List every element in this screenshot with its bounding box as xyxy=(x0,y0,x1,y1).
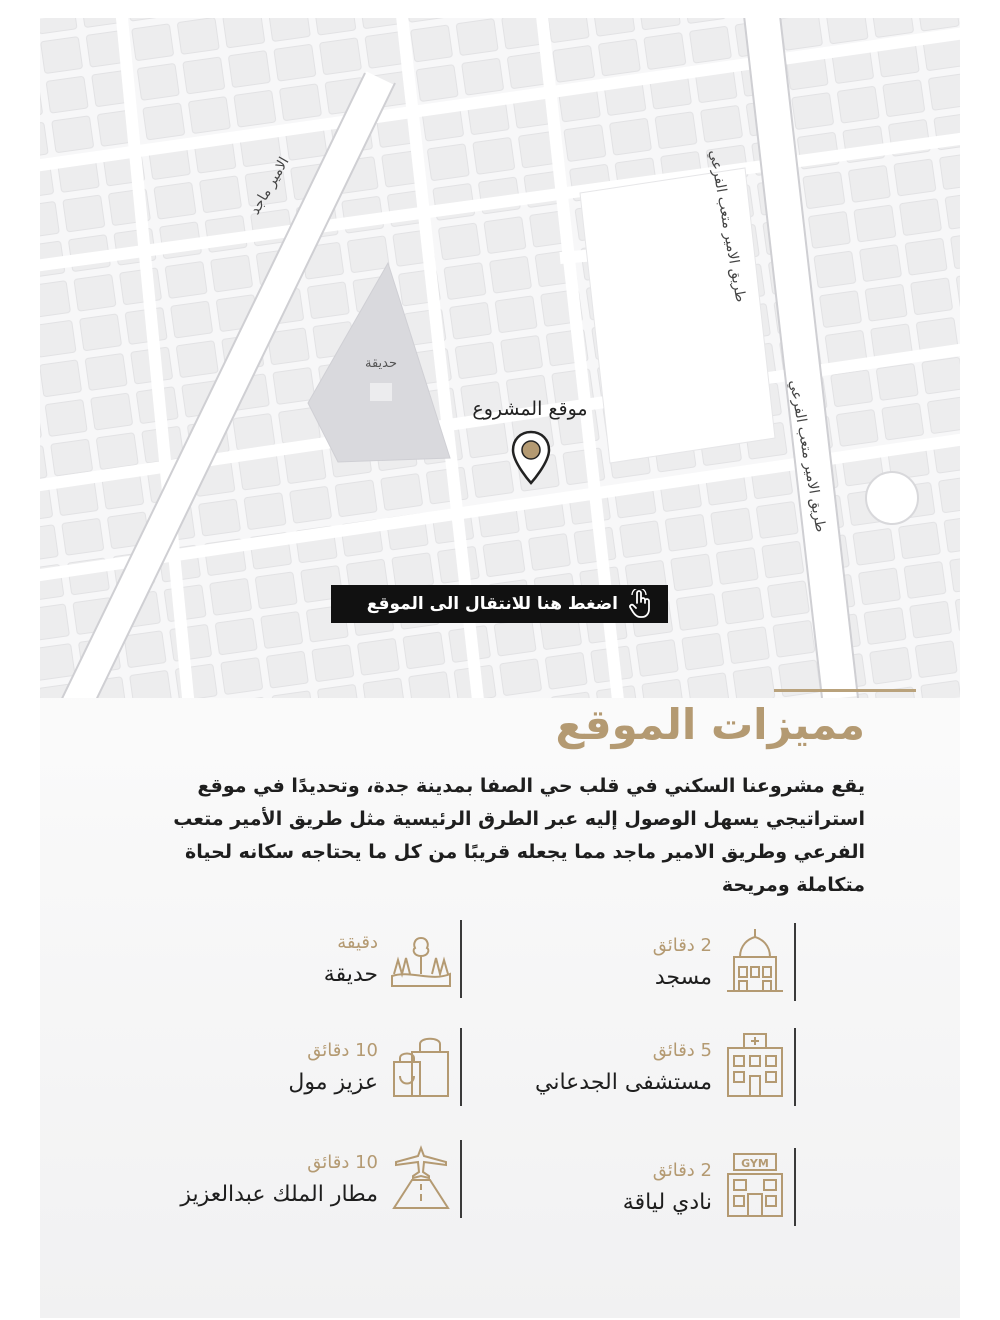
navigate-to-location-button[interactable] xyxy=(331,585,668,623)
feature-time: 2 دقائق xyxy=(652,935,712,956)
feature-gym xyxy=(580,1148,796,1226)
gym-icon xyxy=(724,1152,786,1218)
feature-divider xyxy=(460,920,462,998)
feature-name: نادي لياقة xyxy=(622,1190,712,1215)
svg-text:GYM: GYM xyxy=(741,1157,769,1170)
navigate-button-label: اضغط هنا للانتقال الى الموقع xyxy=(366,594,618,614)
mosque-icon xyxy=(724,927,786,993)
hospital-icon xyxy=(724,1032,786,1098)
title-accent-line xyxy=(774,689,916,692)
brochure-page xyxy=(40,18,960,1318)
feature-time: 10 دقائق xyxy=(307,1152,378,1173)
feature-park xyxy=(300,920,462,998)
feature-time: 5 دقائق xyxy=(652,1040,712,1061)
hand-pointer-icon xyxy=(628,589,654,619)
feature-hospital xyxy=(500,1028,796,1106)
road-label-prince-miteb-top: طريق الامير متعب الفرعي xyxy=(705,148,749,304)
location-pin-icon[interactable] xyxy=(510,430,552,486)
feature-divider xyxy=(460,1028,462,1106)
project-location-label: موقع المشروع xyxy=(472,398,588,420)
feature-name: مطار الملك عبدالعزيز xyxy=(180,1182,378,1207)
section-title: مميزات الموقع xyxy=(555,700,865,749)
feature-mall xyxy=(240,1028,462,1106)
feature-time: 10 دقائق xyxy=(307,1040,378,1061)
feature-divider xyxy=(794,923,796,1001)
feature-name: حديقة xyxy=(323,962,378,987)
feature-mosque xyxy=(620,923,796,1001)
feature-airport xyxy=(160,1140,462,1218)
feature-time: دقيقة xyxy=(337,932,378,953)
feature-time: 2 دقائق xyxy=(652,1160,712,1181)
feature-name: مسجد xyxy=(654,965,712,990)
airport-runway-icon xyxy=(390,1144,452,1210)
feature-name: مستشفى الجدعاني xyxy=(535,1070,712,1095)
road-label-prince-majed: الامير ماجد xyxy=(246,154,293,218)
location-description: يقع مشروعنا السكني في قلب حي الصفا بمدينة جدة، وتحديدًا في موقع استراتيجي يسهل الوصول إليه عبر الطرق الرئيسية مثل طريق الأمير متعب الفرعي وطريق الامير ماجد مما يجعله قريبًا من كل ما يحتاجه سكانه لحياة متكاملة ومريحة xyxy=(173,775,865,896)
feature-divider xyxy=(794,1148,796,1226)
feature-name: عزيز مول xyxy=(288,1070,378,1095)
road-label-prince-miteb-bottom: طريق الامير متعب الفرعي xyxy=(785,378,829,534)
shopping-bag-icon xyxy=(390,1032,452,1098)
feature-divider xyxy=(794,1028,796,1106)
location-map[interactable] xyxy=(40,18,960,698)
feature-divider xyxy=(460,1140,462,1218)
park-map-label: حديقة xyxy=(365,356,398,371)
park-icon xyxy=(390,924,452,990)
